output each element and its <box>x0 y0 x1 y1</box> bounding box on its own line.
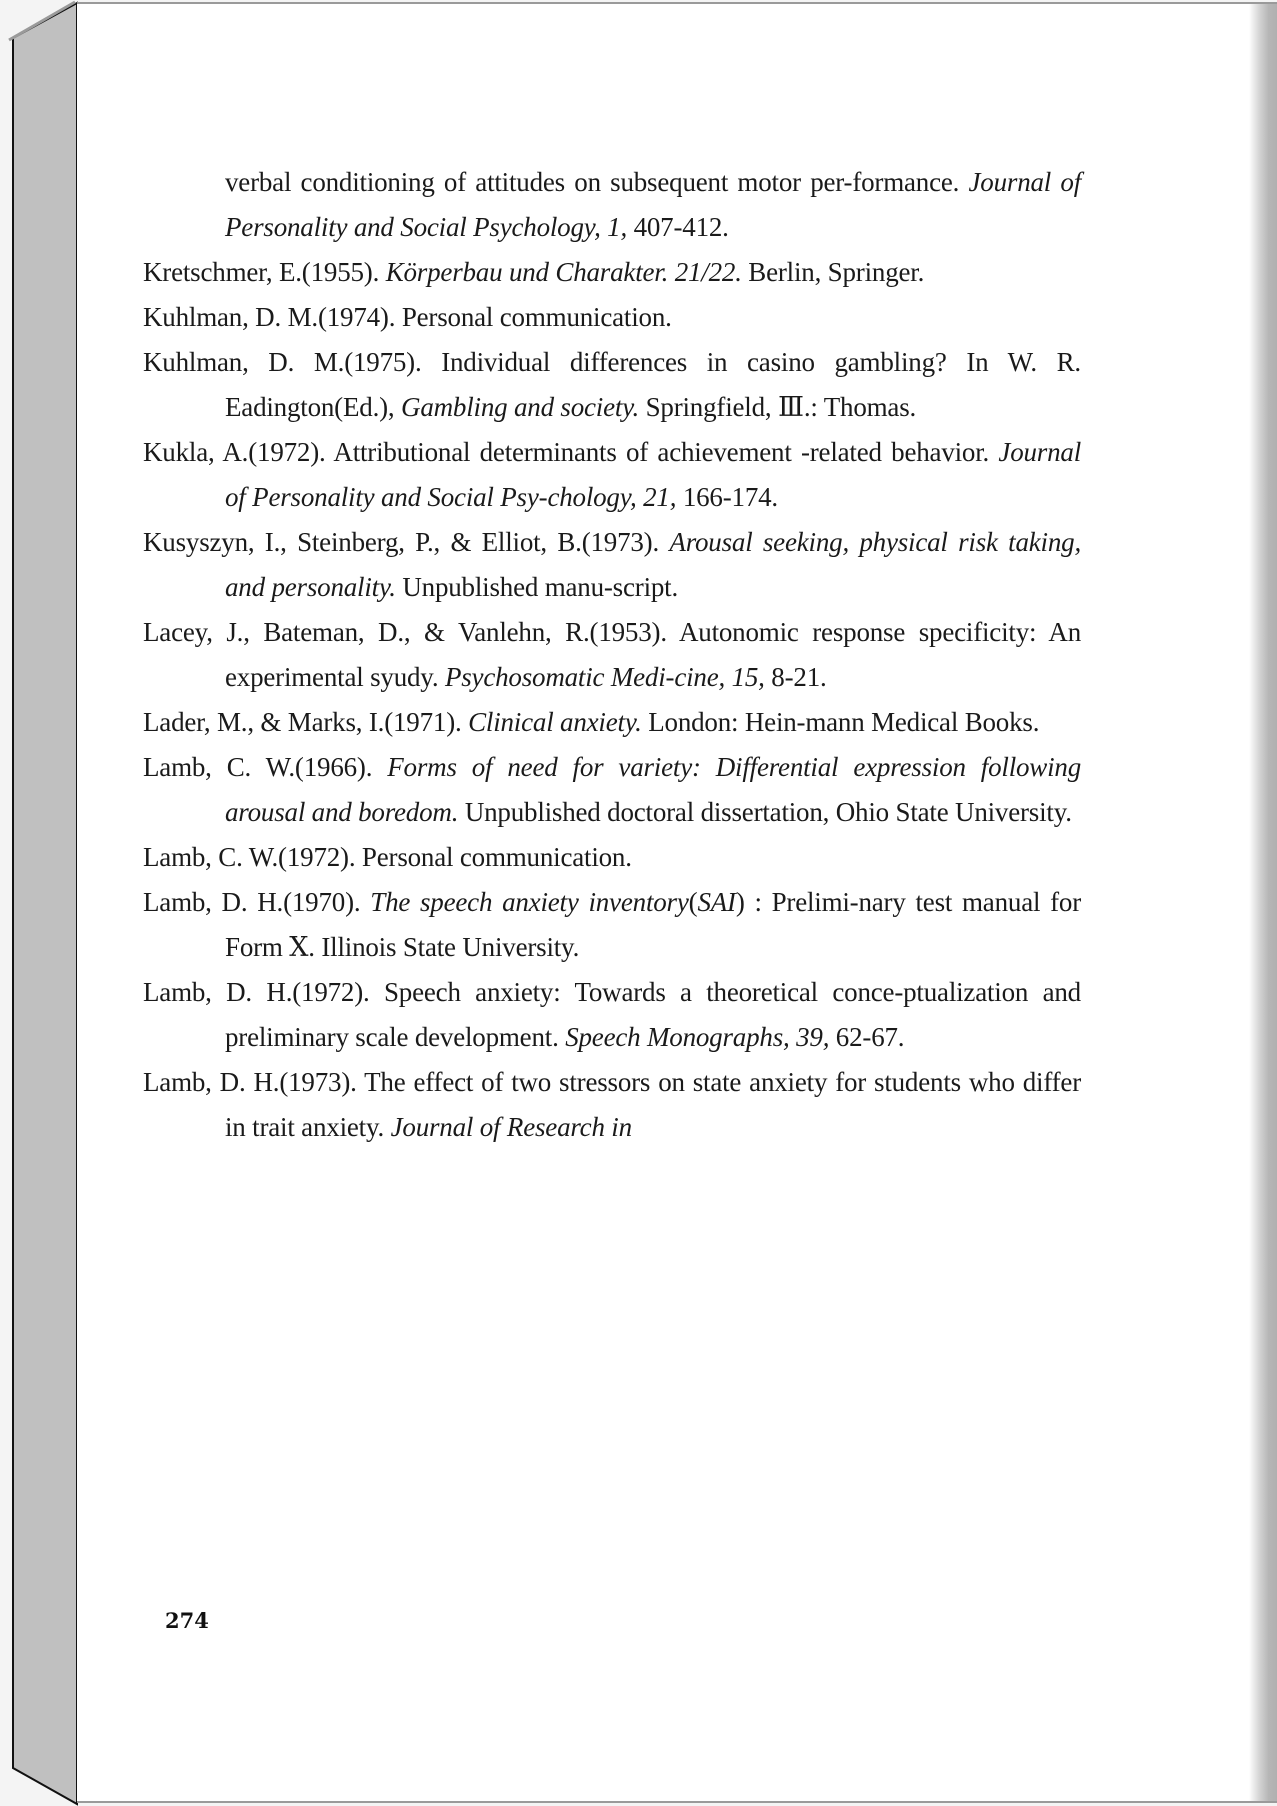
reference-text: Berlin, Springer. <box>741 257 925 287</box>
reference-title-italic: Speech Monographs, 39, <box>565 1022 830 1052</box>
reference-text: Lamb, C. W.(1972). Personal communication. <box>143 842 632 872</box>
reference-entry <box>143 430 1081 520</box>
reference-entry <box>143 835 1081 880</box>
reference-text: Kretschmer, E.(1955). <box>143 257 386 287</box>
reference-list <box>143 160 1081 1150</box>
reference-text: Kuhlman, D. M.(1975). Individual differences in casino gambling? In W. R. Eadington(Ed.), <box>143 347 1081 422</box>
reference-text: 407-412. <box>627 212 729 242</box>
reference-title-italic: Journal of Personality and Social Psychology, 1, <box>225 167 1081 242</box>
reference-text: ( <box>688 887 698 917</box>
reference-text: verbal conditioning of attitudes on subsequent motor per-formance. <box>225 167 969 197</box>
reference-title-italic: Arousal seeking, physical risk taking, and personality. <box>225 527 1081 602</box>
reference-entry <box>143 295 1081 340</box>
reference-entry <box>143 745 1081 835</box>
reference-text: Lacey, J., Bateman, D., & Vanlehn, R.(1953). Autonomic response specificity: An experimental syudy. <box>143 617 1081 692</box>
reference-entry <box>143 1060 1081 1150</box>
reference-text: London: Hein-mann Medical Books. <box>641 707 1040 737</box>
reference-title-italic: Clinical anxiety. <box>468 707 642 737</box>
page-edge-shadow <box>1249 4 1277 1801</box>
reference-entry <box>143 700 1081 745</box>
reference-entry <box>143 340 1081 430</box>
reference-text: Unpublished doctoral dissertation, Ohio State University. <box>458 797 1072 827</box>
reference-text: 8-21. <box>764 662 827 692</box>
reference-title-italic: Körperbau und Charakter. 21/22. <box>385 257 742 287</box>
reference-text: Lader, M., & Marks, I.(1971). <box>143 707 469 737</box>
reference-text: Lamb, C. W.(1966). <box>143 752 388 782</box>
reference-text: Lamb, D. H.(1972). Speech anxiety: Towards a theoretical conce-ptualization and preliminary scale development. <box>143 977 1081 1052</box>
reference-entry <box>143 610 1081 700</box>
reference-entry <box>143 520 1081 610</box>
reference-title-italic: Gambling and society. <box>401 392 640 422</box>
page-number: 274 <box>165 1608 209 1633</box>
reference-entry <box>143 250 1081 295</box>
reference-title-italic: SAI <box>697 887 736 917</box>
reference-entry-continuation <box>143 160 1081 250</box>
reference-entry <box>143 970 1081 1060</box>
reference-text: Lamb, D. H.(1973). The effect of two stressors on state anxiety for students who differ in trait anxiety. <box>143 1067 1081 1142</box>
reference-text: 166-174. <box>676 482 778 512</box>
reference-title-italic: Journal of Personality and Social Psy-chology, 21, <box>225 437 1081 512</box>
reference-text: 62-67. <box>829 1022 905 1052</box>
reference-text: Kukla, A.(1972). Attributional determinants of achievement -related behavior. <box>143 437 999 467</box>
reference-text: Lamb, D. H.(1970). <box>143 887 371 917</box>
reference-entry <box>143 880 1081 970</box>
reference-text: Kuhlman, D. M.(1974). Personal communication. <box>143 302 672 332</box>
reference-title-italic: Psychosomatic Medi-cine, 15, <box>444 662 765 692</box>
reference-text: Springfield, Ⅲ.: Thomas. <box>639 392 917 422</box>
reference-title-italic: Forms of need for variety: Differential expression following arousal and boredom. <box>225 752 1082 827</box>
reference-text: ) : Prelimi-nary test manual for Form Ⅹ. Illinois State University. <box>225 887 1081 962</box>
reference-title-italic: The speech anxiety inventory <box>370 887 689 917</box>
reference-text: Unpublished manu-script. <box>395 572 679 602</box>
reference-text: Kusyszyn, I., Steinberg, P., & Elliot, B.(1973). <box>143 527 670 557</box>
reference-title-italic: Journal of Research in <box>390 1112 632 1142</box>
